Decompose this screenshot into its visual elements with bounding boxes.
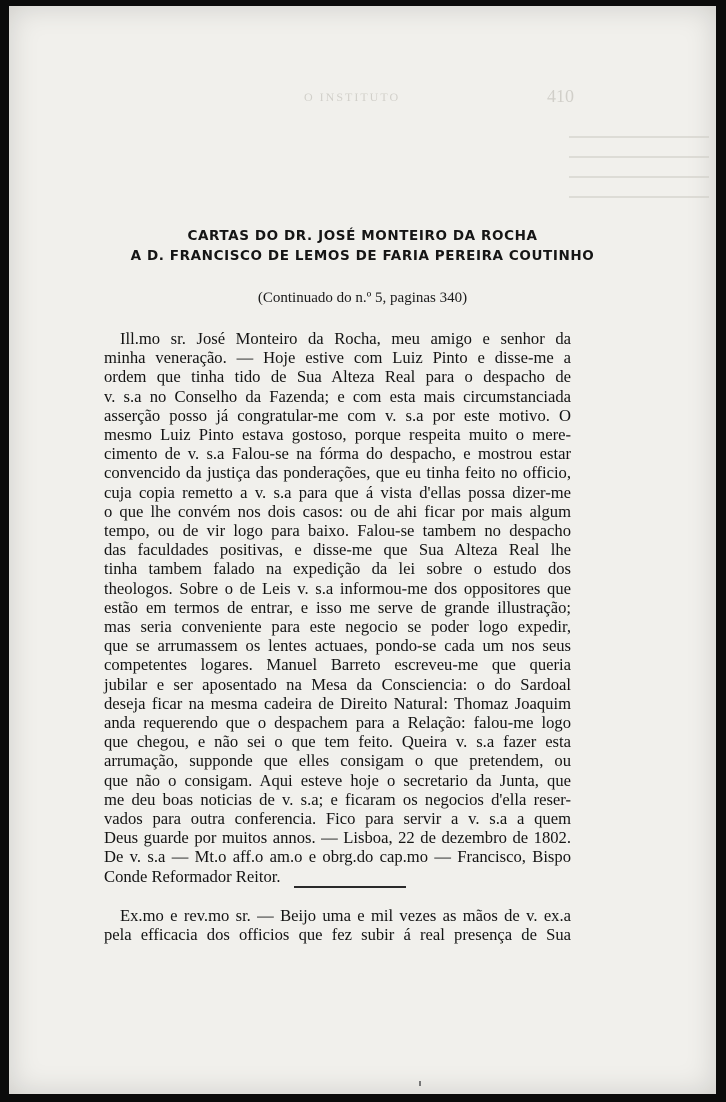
text-line: De v. s.a — Mt.o aff.o am.o e obrg.do cap.mo — Francisco, Bispo bbox=[104, 847, 571, 867]
text-line: competentes logares. Manuel Barreto escreveu-me que queria bbox=[104, 655, 571, 675]
text-line: Ill.mo sr. José Monteiro da Rocha, meu amigo e senhor da bbox=[120, 329, 571, 348]
bleed-through-line bbox=[569, 196, 709, 198]
text-line: me deu boas noticias de v. s.a; e ficaram os negocios d'ella reser- bbox=[104, 789, 571, 809]
text-line: mesmo Luiz Pinto estava gostoso, porque respeita muito o mere- bbox=[104, 425, 571, 444]
text-line: vados para outra conferencia. Fico para servir a v. s.a a quem bbox=[104, 809, 571, 828]
text-line: pela efficacia dos officios que fez subir á real presença de Sua bbox=[104, 925, 571, 945]
text-line: asserção posso já congratular-me com v. s.a por este motivo. O bbox=[104, 405, 571, 425]
text-line: deseja ficar na mesma cadeira de Direito Natural: Thomaz Joaquim bbox=[104, 693, 571, 713]
text-line: anda requerendo que o despachem para a Relação: falou-me logo bbox=[104, 713, 571, 732]
bleed-through-line bbox=[569, 136, 709, 138]
bleed-through-page-number: 410 bbox=[547, 86, 574, 106]
text-line: ordem que tinha tido de Sua Alteza Real para o despacho de bbox=[104, 367, 571, 387]
text-line: arrumação, supponde que elles consigam o que pretendem, ou bbox=[104, 751, 571, 771]
article-title-line-1: CARTAS DO DR. JOSÉ MONTEIRO DA ROCHA bbox=[187, 228, 538, 244]
text-line: que chegou, e não sei o que tem feito. Queira v. s.a fazer esta bbox=[104, 732, 571, 752]
text-line: jubilar e ser aposentado na Mesa da Consciencia: o do Sardoal bbox=[104, 674, 571, 694]
bleed-through-running-header: O INSTITUTO bbox=[304, 90, 401, 104]
article-title-line-2: A D. FRANCISCO DE LEMOS DE FARIA PEREIRA COUTINHO bbox=[130, 248, 595, 264]
text-line: Deus guarde por muitos annos. — Lisboa, 22 de dezembro de 1802. bbox=[104, 828, 571, 848]
text-line: cimento de v. s.a Falou-se na fórma do despacho, e mostrou estar bbox=[104, 444, 571, 464]
section-divider bbox=[294, 886, 406, 888]
bleed-through-line bbox=[569, 156, 709, 158]
text-line: que não o consigam. Aqui esteve hoje o secretario da Junta, que bbox=[104, 770, 571, 790]
bleed-through-line bbox=[569, 176, 709, 178]
text-line: Conde Reformador Reitor. bbox=[104, 866, 281, 886]
text-line: das faculdades positivas, e disse-me que Sua Alteza Real lhe bbox=[104, 540, 571, 560]
text-line: minha veneração. — Hoje estive com Luiz Pinto e disse-me a bbox=[104, 348, 571, 368]
text-line: v. s.a no Conselho da Fazenda; e com esta mais circumstanciada bbox=[104, 386, 571, 406]
text-line: o que lhe convém nos dois casos: ou de ahi ficar por mais algum bbox=[104, 501, 571, 521]
text-line: tinha tambem falado na expedição da lei sobre o estudo dos bbox=[104, 559, 571, 579]
text-line: estão em termos de entrar, e isso me serve de grande illustração; bbox=[104, 597, 571, 617]
text-line: theologos. Sobre o de Leis v. s.a informou-me dos oppositores que bbox=[104, 578, 571, 598]
text-line: mas seria conveniente para este negocio se poder logo expedir, bbox=[104, 617, 571, 636]
text-line: convencido da justiça das ponderações, que eu tinha feito no officio, bbox=[104, 463, 571, 483]
printing-mark bbox=[419, 1081, 421, 1086]
text-line: cuja copia remetto a v. s.a para que á vista d'ellas possa dizer-me bbox=[104, 482, 571, 502]
text-line: tempo, ou de vir logo para baixo. Falou-se tambem no despacho bbox=[104, 521, 571, 540]
scanned-page bbox=[9, 6, 716, 1094]
text-line: que se arrumassem os lentes actuaes, pondo-se cada um nos seus bbox=[104, 636, 571, 656]
continuation-note: (Continuado do n.º 5, paginas 340) bbox=[257, 290, 468, 306]
text-line: Ex.mo e rev.mo sr. — Beijo uma e mil vezes as mãos de v. ex.a bbox=[120, 906, 571, 925]
